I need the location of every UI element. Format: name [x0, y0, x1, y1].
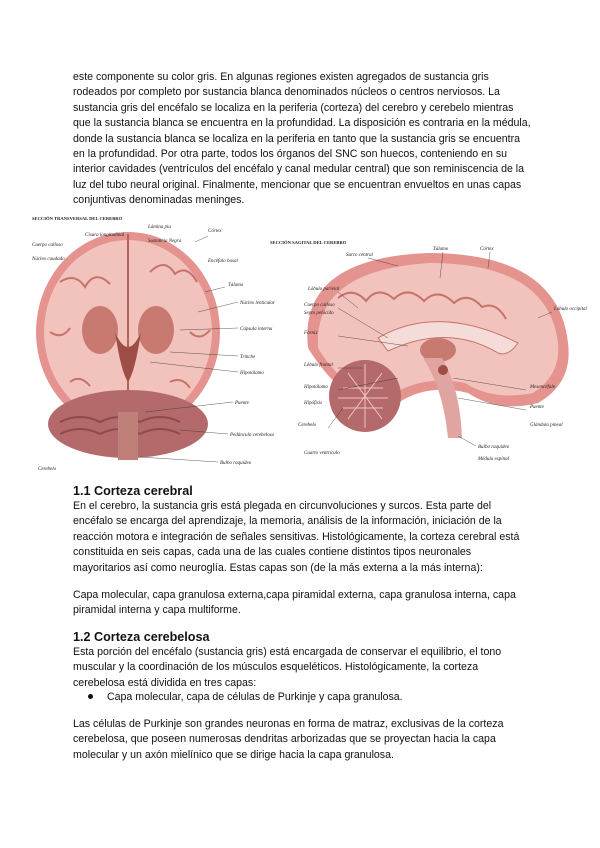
section1-body: En el cerebro, la sustancia gris está plegada en circunvoluciones y surcos. Esta parte del encéfalo se encarga del aprendizaje, la memoria, análisis de la información, iniciación de la reacción motora e integración de señales sensitivas. Histológicamente, la corteza cerebral está constituida en seis capas, cada una de las cuales contiene distintos tipos neuronales mayoritarios así como neuroglía. Estas capas son (de la más externa a la más interna): [73, 500, 520, 574]
figure-left-label: Cerebelo [38, 467, 57, 472]
figure-right-label: Bulbo raquídeo [478, 445, 510, 450]
figure-left-label: Sustancia Negra [148, 239, 182, 244]
figure-right-label: Septo pelúcido [304, 311, 334, 316]
bullet-item [88, 691, 403, 703]
section1-heading: 1.1 Corteza cerebral [73, 484, 193, 498]
figure-left-title: SECCIÓN TRANSVERSAL DEL CEREBRO [32, 216, 123, 221]
section1-layers: Capa molecular, capa granulosa externa,capa piramidal externa, capa granulosa interna, capa piramidal interna y capa multiforme. [73, 589, 516, 617]
figure-left-label: Núcleo lenticular [240, 301, 275, 306]
section2-body: Esta porción del encéfalo (sustancia gris) está encargada de conservar el equilibrio, el tono muscular y la coordinación de los músculos esqueléticos. Histológicamente, la corteza cerebelosa está dividida en tres capas: [73, 646, 502, 689]
figure-right-label: Hipotálamo [304, 385, 328, 390]
figure-right-label: Tálamo [433, 247, 449, 252]
figure-right-label: Lóbulo occipital [554, 307, 587, 312]
figure-left-label: Pedúnculo cerebeloso [230, 433, 275, 438]
figure-left-label: Cisura longitudinal [85, 233, 125, 238]
figure-right-label: Cerebelo [298, 423, 317, 428]
figure-right-label: Lóbulo frontal [304, 363, 333, 368]
figure-right-label: Glándula pineal [530, 423, 563, 428]
figure-left-label: Bulbo raquídeo [220, 461, 252, 466]
figure-right-label: Lóbulo parietal [308, 287, 340, 292]
figure-right-label: Cuerpo calloso [304, 303, 335, 308]
figure-right-label: Cuarto ventrículo [304, 451, 340, 456]
figure-left-label: Hipotálamo [240, 371, 264, 376]
figure-right-label: Córtex [480, 247, 494, 252]
brain-sagittal-figure [268, 238, 587, 466]
figure-right-label: Surco central [346, 253, 373, 258]
figure-left-label: Tálamo [228, 283, 244, 288]
figure-left-label: Lámina pia [148, 225, 171, 230]
brain-transverse-figure [30, 212, 280, 474]
figure-left-label: Núcleo caudado [32, 257, 65, 262]
figure-left-label: Encéfalo basal [208, 259, 238, 264]
figure-right-label: Puente [530, 405, 544, 410]
figure-right-label: Médula espinal [478, 457, 509, 462]
bullet-dot-icon [88, 694, 93, 699]
figure-left-label: Córtex [208, 229, 222, 234]
sagittal-brain-illustration [307, 253, 568, 438]
figure-left-label: Cuerpo calloso [32, 243, 63, 248]
bullet-text: Capa molecular, capa de células de Purkinje y capa granulosa. [107, 691, 403, 703]
figure-left-label: Cápsula interna [240, 327, 273, 332]
intro-paragraph: este componente su color gris. En algunas regiones existen agregados de sustancia gris rodeados por completo por sustancia blanca denominados núcleos o centros nerviosos. La sustancia gris del encéfalo se localiza en la periferia (corteza) del cerebro y cerebelo mientras que la sustancia blanca se encuentra en la profundidad. La disposición es contraria en la médula, donde la sustancia blanca se localiza en la periferia en tanto que la sustancia gris se encuentra en la profundidad. Por otra parte, todos los órganos del SNC son huecos, conteniendo en su interior cavidades (ventrículos del encéfalo y canal medular central) que son reminiscencia de la luz del tubo neural original. Finalmente, mencionar que se encuentran envueltos en unas capas conjuntivas denominadas meninges. [73, 71, 531, 207]
transverse-brain-illustration [36, 232, 220, 460]
figure-right-label: Fórnix [304, 331, 318, 336]
figure-right-label: Hipófisis [304, 401, 323, 406]
section2-heading: 1.2 Corteza cerebelosa [73, 630, 210, 644]
figure-right-title: SECCIÓN SAGITAL DEL CEREBRO [270, 240, 347, 245]
figure-right-label: Mesencéfalo [530, 385, 556, 390]
figure-left-label: Puente [235, 401, 249, 406]
purkinje-paragraph: Las células de Purkinje son grandes neuronas en forma de matraz, exclusivas de la corteza cerebelosa, que poseen numerosas dendritas arborizadas que se proyectan hacia la capa molecular y un axón mielínico que se dirige hacia la capa granulosa. [73, 718, 504, 761]
figure-left-label: Trinche [240, 355, 256, 360]
